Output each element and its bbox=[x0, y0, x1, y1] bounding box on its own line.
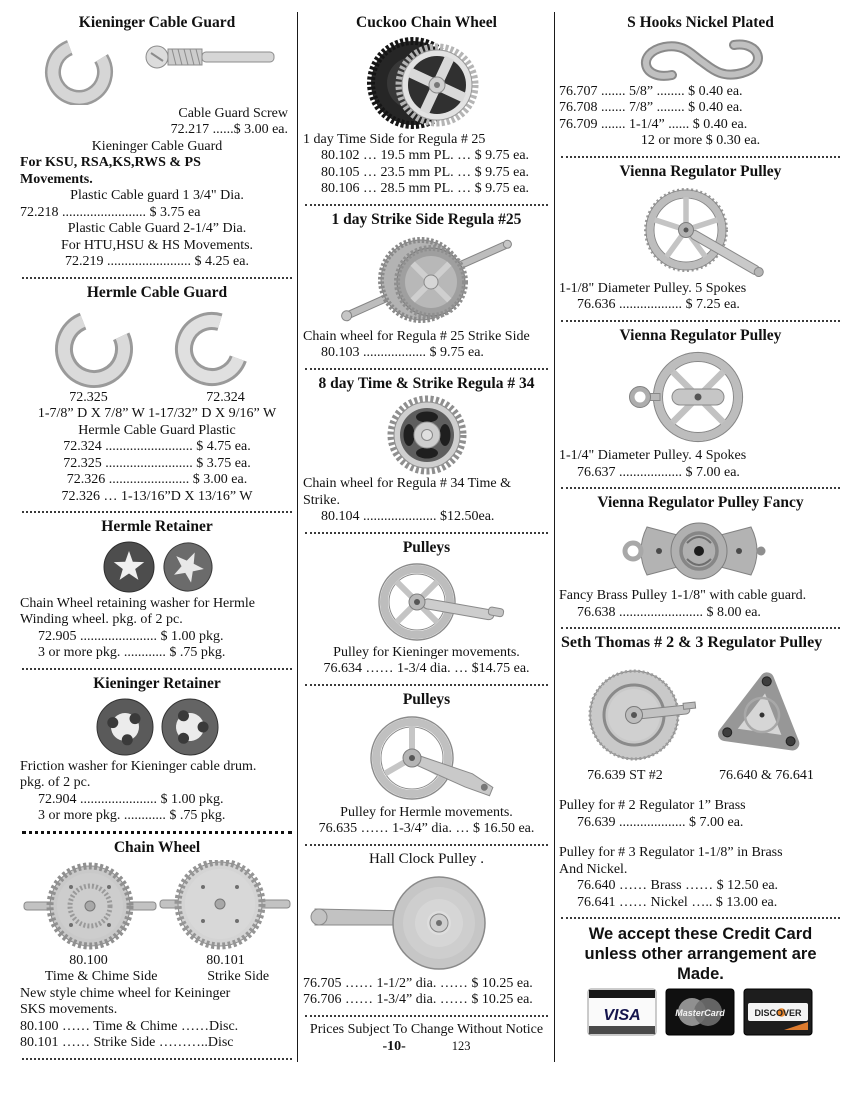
s-hook-image bbox=[559, 35, 842, 83]
fancy-pulley-image bbox=[559, 515, 842, 587]
dotted-separator bbox=[561, 627, 840, 629]
kieninger-guard-image bbox=[20, 35, 294, 105]
text-line: 1-7/8” D X 7/8” W 1-17/32” D X 9/16” W bbox=[37, 406, 277, 422]
dotted-separator bbox=[561, 917, 840, 919]
text-line: Pulley for # 3 Regulator 1-1/8” in Brass bbox=[559, 845, 783, 861]
text-line: Friction washer for Kieninger cable drum. bbox=[20, 758, 257, 774]
section-hall-clock-pulley bbox=[303, 851, 550, 1017]
section-title: Seth Thomas # 2 & 3 Regulator Pulley bbox=[561, 634, 823, 652]
text-line: Prices Subject To Change Without Notice bbox=[309, 1021, 544, 1037]
discover-label: DISCOVER bbox=[753, 1008, 802, 1019]
section-s-hooks-nickel-plated bbox=[559, 14, 842, 158]
text-line: 123 bbox=[451, 1039, 471, 1054]
section-title: Hall Clock Pulley . bbox=[369, 850, 484, 867]
text-line: 80.100 …… Time & Chime ……Disc. bbox=[20, 1018, 239, 1034]
section-seth-thomas-2-3-regulator-pulley bbox=[559, 634, 842, 919]
text-line: 72.324 bbox=[206, 389, 245, 405]
text-line: 80.106 … 28.5 mm PL. … $ 9.75 ea. bbox=[321, 181, 530, 197]
text-line: 72.217 ......$ 3.00 ea. bbox=[170, 122, 288, 138]
pulley-3spoke-image bbox=[303, 712, 550, 804]
strike-wheel-image bbox=[303, 232, 550, 328]
text-line: 72.324 ......................... $ 4.75 ea. bbox=[63, 439, 251, 455]
section-block-6 bbox=[303, 1022, 550, 1056]
text-line: Chain wheel for Regula # 25 Strike Side bbox=[303, 328, 530, 344]
text-line: 76.707 ....... 5/8” ........ $ 0.40 ea. bbox=[559, 83, 743, 99]
dotted-separator bbox=[305, 368, 548, 370]
dotted-separator bbox=[561, 320, 840, 322]
section-chain-wheel bbox=[20, 839, 294, 1060]
text-line: 72.904 ...................... $ 1.00 pkg. bbox=[38, 791, 224, 807]
text-line: 80.102 … 19.5 mm PL. … $ 9.75 ea. bbox=[321, 148, 530, 164]
section-cuckoo-chain-wheel bbox=[303, 14, 550, 206]
st-pulleys-image bbox=[559, 663, 842, 767]
text-line: Kieninger Cable Guard bbox=[91, 138, 223, 154]
text-line: 76.640 & 76.641 bbox=[718, 767, 814, 783]
text-line: For KSU, RSA,KS,RWS & PS bbox=[20, 155, 201, 171]
section-title: Kieninger Cable Guard bbox=[78, 14, 236, 31]
regula34-wheel-image bbox=[303, 395, 550, 475]
text-line: We accept these Credit Card bbox=[588, 925, 813, 944]
text-line: Cable Guard Screw bbox=[178, 105, 288, 121]
mastercard-card bbox=[666, 989, 734, 1035]
section-title: Vienna Regulator Pulley Fancy bbox=[597, 494, 804, 512]
text-line-pair bbox=[20, 969, 294, 986]
section-title: Hermle Cable Guard bbox=[86, 283, 228, 301]
text-line: Time & Chime Side bbox=[44, 969, 158, 985]
text-line: 72.326 … 1-13/16”D X 13/16” W bbox=[61, 488, 253, 504]
section-title: Chain Wheel bbox=[113, 838, 201, 856]
text-line: 76.641 …… Nickel ….. $ 13.00 ea. bbox=[577, 894, 778, 910]
section-hermle-cable-guard bbox=[20, 284, 294, 513]
dotted-separator bbox=[305, 684, 548, 686]
right-column bbox=[559, 12, 842, 1088]
text-line: Chain Wheel retaining washer for Hermle bbox=[20, 595, 255, 611]
section-vienna-regulator-pulley-fancy bbox=[559, 494, 842, 629]
dotted-separator bbox=[305, 1015, 548, 1017]
section-kieninger-retainer bbox=[20, 675, 294, 834]
section-hermle-retainer bbox=[20, 518, 294, 670]
text-line: Movements. bbox=[20, 171, 93, 187]
text-line: 80.103 .................. $ 9.75 ea. bbox=[321, 345, 484, 361]
column-divider-left bbox=[297, 12, 298, 1062]
hall-pulley-image bbox=[303, 871, 550, 975]
credit-cards-image bbox=[559, 985, 842, 1039]
text-line-pair bbox=[303, 1038, 550, 1056]
hermle-guards-image bbox=[20, 305, 294, 389]
section-8-day-time-strike-regula-34 bbox=[303, 375, 550, 534]
dotted-separator bbox=[305, 204, 548, 206]
dotted-separator bbox=[22, 1058, 292, 1060]
dotted-separator bbox=[22, 511, 292, 513]
discover-card bbox=[744, 989, 812, 1035]
text-line: 76.639 ................... $ 7.00 ea. bbox=[577, 814, 744, 830]
section-vienna-regulator-pulley bbox=[559, 327, 842, 490]
spacer bbox=[559, 784, 842, 798]
text-line: Pulley for # 2 Regulator 1” Brass bbox=[559, 798, 746, 814]
section-block-5 bbox=[559, 924, 842, 1039]
text-line: 72.219 ........................ $ 4.25 ea. bbox=[65, 254, 249, 270]
column-divider-right bbox=[554, 12, 555, 1062]
text-line: Pulley for Hermle movements. bbox=[340, 804, 513, 820]
dotted-separator bbox=[561, 156, 840, 158]
text-line: 80.101 bbox=[206, 952, 245, 968]
text-line: Chain wheel for Regula # 34 Time & bbox=[303, 476, 512, 492]
text-line: 76.637 .................. $ 7.00 ea. bbox=[577, 464, 740, 480]
text-line-pair bbox=[20, 390, 294, 407]
text-line: 76.636 .................. $ 7.25 ea. bbox=[577, 297, 740, 313]
text-line-pair bbox=[20, 953, 294, 970]
section-pulleys bbox=[303, 691, 550, 846]
text-line: -10- bbox=[382, 1039, 406, 1055]
dotted-separator bbox=[22, 277, 292, 279]
text-line: 76.635 …… 1-3/4” dia. … $ 16.50 ea. bbox=[318, 821, 535, 837]
text-line: 76.640 …… Brass …… $ 12.50 ea. bbox=[577, 878, 779, 894]
text-line: 72.905 ...................... $ 1.00 pkg. bbox=[38, 628, 224, 644]
section-pulleys bbox=[303, 539, 550, 686]
text-line: Hermle Cable Guard Plastic bbox=[78, 422, 236, 438]
visa-card bbox=[588, 989, 656, 1035]
section-title: Hermle Retainer bbox=[101, 518, 213, 536]
text-line: 76.708 ....... 7/8” ........ $ 0.40 ea. bbox=[559, 100, 743, 116]
text-line: Plastic Cable guard 1 3/4" Dia. bbox=[70, 188, 244, 204]
vienna5-image bbox=[559, 184, 842, 280]
section-title: Vienna Regulator Pulley bbox=[619, 162, 782, 180]
text-line: 72.326 ....................... $ 3.00 ea. bbox=[66, 472, 248, 488]
text-line: 12 or more $ 0.30 ea. bbox=[640, 133, 761, 149]
dotted-separator bbox=[22, 668, 292, 670]
text-line: 76.638 ........................ $ 8.00 ea. bbox=[577, 604, 761, 620]
text-line: 76.709 ....... 1-1/4” ...... $ 0.40 ea. bbox=[559, 116, 748, 132]
section-title: Vienna Regulator Pulley bbox=[619, 326, 782, 344]
text-line: Winding wheel. pkg. of 2 pc. bbox=[20, 612, 183, 628]
dotted-separator bbox=[305, 844, 548, 846]
text-line: Fancy Brass Pulley 1-1/8" with cable guard. bbox=[559, 588, 807, 604]
text-line: Pulley for Kieninger movements. bbox=[333, 644, 520, 660]
chain-wheels-image bbox=[20, 860, 294, 952]
text-line: 72.218 ........................ $ 3.75 ea bbox=[20, 204, 201, 220]
text-line: 80.104 ..................... $12.50ea. bbox=[321, 509, 495, 525]
text-line: 80.100 bbox=[69, 952, 108, 968]
text-line: pkg. of 2 pc. bbox=[20, 775, 91, 791]
text-line: unless other arrangement are Made. bbox=[584, 945, 817, 984]
text-line: 72.325 ......................... $ 3.75 ea. bbox=[63, 455, 251, 471]
section-title: Cuckoo Chain Wheel bbox=[356, 14, 497, 31]
visa-label: VISA bbox=[602, 1007, 641, 1025]
lobe-washers-image bbox=[20, 696, 294, 758]
text-line: 80.101 …… Strike Side ………..Disc bbox=[20, 1035, 234, 1051]
middle-column bbox=[303, 12, 550, 1088]
star-washers-image bbox=[20, 539, 294, 595]
text-line: New style chime wheel for Keininger bbox=[20, 985, 231, 1001]
section-vienna-regulator-pulley bbox=[559, 163, 842, 322]
section-title: 1 day Strike Side Regula #25 bbox=[331, 210, 522, 228]
section-title: 8 day Time & Strike Regula # 34 bbox=[318, 374, 535, 392]
text-line: 3 or more pkg. ............ $ .75 pkg. bbox=[38, 808, 226, 824]
dotted-separator bbox=[561, 487, 840, 489]
text-line: 72.325 bbox=[69, 389, 108, 405]
text-line: 76.634 …… 1-3/4 dia. … $14.75 ea. bbox=[323, 661, 530, 677]
text-line: 3 or more pkg. ............ $ .75 pkg. bbox=[38, 645, 226, 661]
pulley-4spoke-image bbox=[303, 560, 550, 644]
section-title: S Hooks Nickel Plated bbox=[627, 14, 774, 31]
spacer bbox=[559, 831, 842, 845]
text-line: 76.705 …… 1-1/2” dia. …… $ 10.25 ea. bbox=[303, 975, 533, 991]
vienna4-image bbox=[559, 347, 842, 447]
text-line: 80.105 … 23.5 mm PL. … $ 9.75 ea. bbox=[321, 164, 530, 180]
text-line: 76.639 ST #2 bbox=[587, 767, 663, 783]
text-line: For HTU,HSU & HS Movements. bbox=[60, 237, 254, 253]
dotted-separator bbox=[305, 532, 548, 534]
text-line: SKS movements. bbox=[20, 1002, 118, 1018]
text-line: Strike. bbox=[303, 492, 340, 508]
text-line-pair bbox=[559, 768, 842, 785]
mastercard-label: MasterCard bbox=[674, 1008, 725, 1019]
section-title: Kieninger Retainer bbox=[93, 674, 221, 692]
text-line: 1-1/4" Diameter Pulley. 4 Spokes bbox=[559, 448, 747, 464]
section-title: Pulleys bbox=[402, 538, 451, 556]
section-title: Pulleys bbox=[402, 690, 451, 708]
text-line: 76.706 …… 1-3/4” dia. …… $ 10.25 ea. bbox=[303, 992, 533, 1008]
text-line: And Nickel. bbox=[559, 861, 628, 877]
text-line: Strike Side bbox=[207, 969, 270, 985]
text-line: Plastic Cable Guard 2-1/4” Dia. bbox=[67, 221, 247, 237]
text-line: 1-1/8" Diameter Pulley. 5 Spokes bbox=[559, 280, 747, 296]
left-column bbox=[20, 12, 294, 1088]
text-line: 1 day Time Side for Regula # 25 bbox=[303, 131, 486, 147]
section-1-day-strike-side-regula-25 bbox=[303, 211, 550, 370]
cuckoo-wheel-image bbox=[303, 35, 550, 131]
section-kieninger-cable-guard bbox=[20, 14, 294, 279]
dotted-separator bbox=[22, 831, 292, 834]
